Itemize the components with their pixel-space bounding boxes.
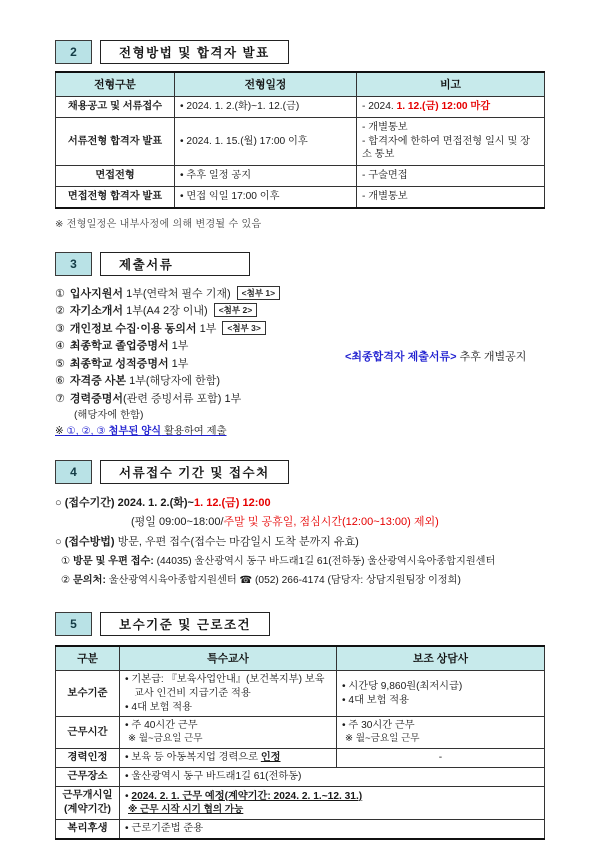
note-plain: - 2024. xyxy=(362,101,397,112)
start-date-emphasis: 2024. 2. 1. 근무 예정(계약기간: 2024. 2. 1.~12. 31.) xyxy=(131,790,363,802)
section-number: 3 xyxy=(70,256,77,271)
contact-line xyxy=(55,571,545,590)
list-item xyxy=(55,391,545,409)
reception-method-line xyxy=(55,532,545,552)
section2-title-box xyxy=(100,40,289,64)
doc-detail: 1부 xyxy=(168,357,189,370)
circle-bullet: ○ xyxy=(55,536,65,549)
table-row xyxy=(56,97,545,118)
cell-work-location: • 울산광역시 동구 바드래1길 61(전하동) xyxy=(120,768,545,787)
cell-welfare: • 근로기준법 준용 xyxy=(120,820,545,840)
table-row-welfare xyxy=(56,820,545,840)
cell-note: - 개별통보 xyxy=(357,186,545,207)
note-line: - 개별통보 xyxy=(362,121,408,133)
cell-start-date xyxy=(120,787,545,820)
career-text: • 보육 등 아동복지업 경력으로 xyxy=(125,752,261,764)
section3-header xyxy=(55,252,545,276)
list-item-continuation: (해당자에 한함) xyxy=(74,410,144,422)
attachment-tag: <첨부 2> xyxy=(214,303,257,317)
section-number: 4 xyxy=(70,465,77,480)
cell-note: - 구술면접 xyxy=(357,166,545,187)
reception-address-line xyxy=(55,552,545,571)
method-detail: 방문, 우편 접수(접수는 마감일시 도착 분까지 유효) xyxy=(114,536,359,549)
table-header-row xyxy=(56,72,545,97)
col-header-category: 전형구분 xyxy=(56,72,175,97)
doc-name: 입사지원서 xyxy=(69,287,124,300)
section-title: 보수기준 및 근로조건 xyxy=(119,618,252,633)
hours-line: • 주 40시간 근무 xyxy=(125,720,198,732)
period-label: (접수기간) xyxy=(64,497,115,510)
reception-period-detail xyxy=(55,513,545,532)
circled-number: ⑦ xyxy=(55,392,65,405)
table-header-row xyxy=(56,646,545,671)
note-numbers: ①, ②, ③ xyxy=(66,426,109,438)
list-item xyxy=(55,373,545,391)
list-item xyxy=(55,286,545,304)
list-item xyxy=(55,321,545,339)
list-item xyxy=(55,303,545,321)
compensation-conditions-table xyxy=(55,645,545,840)
col-header-schedule: 전형일정 xyxy=(175,72,357,97)
circled-number: ① xyxy=(55,287,65,300)
col-header-special-teacher: 특수교사 xyxy=(120,646,337,671)
document-list xyxy=(55,286,545,441)
section5-header xyxy=(55,612,545,636)
cell-note xyxy=(357,117,545,165)
section2-number-badge xyxy=(55,40,92,64)
negotiable-note: ※ 근무 시작 시기 협의 가능 xyxy=(128,803,244,815)
note-line: - 합격자에 한하여 면접전형 일시 및 장소 통보 xyxy=(362,135,530,161)
start-date-line xyxy=(125,790,539,804)
doc-detail: 1부 xyxy=(168,340,189,353)
table-row xyxy=(56,186,545,207)
attachment-tag: <첨부 3> xyxy=(222,321,265,335)
circled-number: ⑥ xyxy=(55,375,65,388)
pay-line: • 4대 보험 적용 xyxy=(342,694,409,706)
section5-title-box xyxy=(100,612,270,636)
attachment-tag: <첨부 1> xyxy=(237,286,280,300)
cell-teacher-pay xyxy=(120,671,337,717)
schedule-change-footnote: ※ 전형일정은 내부사정에 의해 변경될 수 있음 xyxy=(55,218,262,230)
section4-header xyxy=(55,460,545,484)
table-row xyxy=(56,117,545,165)
section-title: 제출서류 xyxy=(119,257,174,272)
pay-line: • 기본급: 『보육사업안내』(보건복지부) 보육교사 인건비 지급기준 적용 xyxy=(125,674,325,699)
row-label-line: (계약기간) xyxy=(63,804,112,816)
final-pass-documents-note xyxy=(345,348,526,364)
bullet: • xyxy=(125,790,132,802)
circled-number: ① xyxy=(61,556,73,568)
cell-category: 면접전형 xyxy=(56,166,175,187)
cell-category: 채용공고 및 서류접수 xyxy=(56,97,175,118)
cell-counselor-pay xyxy=(337,671,545,717)
table-row-hours xyxy=(56,717,545,749)
table-row-location xyxy=(56,768,545,787)
pay-line: • 4대 보험 적용 xyxy=(125,701,192,713)
side-note-highlight: <최종합격자 제출서류> xyxy=(345,350,457,363)
pay-line: • 시간당 9,860원(최저시급) xyxy=(342,680,463,692)
cell-schedule: • 추후 일정 공지 xyxy=(175,166,357,187)
attached-form-note xyxy=(55,423,545,440)
section5-number-badge xyxy=(55,612,92,636)
col-header-division: 구분 xyxy=(56,646,120,671)
doc-name: 최종학교 성적증명서 xyxy=(69,357,169,370)
cell-teacher-hours xyxy=(120,717,337,749)
start-date-note xyxy=(125,804,539,817)
row-label: 복리후생 xyxy=(56,820,120,840)
circled-number: ② xyxy=(55,305,65,318)
section-title: 서류접수 기간 및 접수처 xyxy=(119,466,270,481)
doc-detail: (관련 증빙서류 포함) 1부 xyxy=(123,392,242,405)
career-recognized-emphasis: 인정 xyxy=(260,752,281,764)
address-label: 방문 및 우편 접수: xyxy=(72,556,154,568)
note-deadline-red: 1. 12.(금) 12:00 마감 xyxy=(396,101,491,112)
hours-note: ※ 월~금요일 근무 xyxy=(128,733,203,745)
section2-header xyxy=(55,40,545,64)
section-number: 5 xyxy=(70,617,77,632)
method-label: (접수방법) xyxy=(64,536,115,549)
cell-note xyxy=(357,97,545,118)
row-label: 근무시간 xyxy=(56,717,120,749)
row-label: 경력인정 xyxy=(56,749,120,768)
note-mark: ※ xyxy=(55,426,67,438)
selection-schedule-table xyxy=(55,71,545,209)
row-label-line: 근무개시일 xyxy=(62,790,113,802)
note-rest: 활용하여 제출 xyxy=(161,426,227,438)
col-header-assistant-counselor: 보조 상담사 xyxy=(337,646,545,671)
period-dates: 2024. 1. 2.(화)~ xyxy=(114,497,194,510)
contact-value: 울산광역시육아종합지원센터 ☎ (052) 266-4174 (담당자: 상담지원팀장 이정희) xyxy=(105,575,461,587)
cell-category: 서류전형 합격자 발표 xyxy=(56,117,175,165)
doc-name: 경력증명서 xyxy=(69,392,124,405)
circled-number: ⑤ xyxy=(55,357,65,370)
doc-name: 자기소개서 xyxy=(69,305,124,318)
row-label xyxy=(56,787,120,820)
circled-number: ③ xyxy=(55,322,65,335)
note-form-emphasis: 첨부된 양식 xyxy=(108,426,162,438)
cell-counselor-hours xyxy=(337,717,545,749)
period-deadline-red: 1. 12.(금) 12:00 xyxy=(193,497,271,510)
doc-name: 자격증 사본 xyxy=(69,375,127,388)
section4-title-box xyxy=(100,460,289,484)
period-hours: (평일 09:00~18:00/ xyxy=(131,516,224,529)
circle-bullet: ○ xyxy=(55,497,65,510)
hours-note: ※ 월~금요일 근무 xyxy=(345,733,420,745)
reception-period-line xyxy=(55,493,545,513)
table-row-career xyxy=(56,749,545,768)
circled-number: ② xyxy=(61,575,73,587)
doc-detail: 1부(A4 2장 이내) xyxy=(123,305,208,318)
contact-label: 문의처: xyxy=(72,575,106,587)
cell-schedule: • 면접 익일 17:00 이후 xyxy=(175,186,357,207)
doc-name: 최종학교 졸업증명서 xyxy=(69,340,169,353)
period-exclusions-red: 주말 및 공휴일, 점심시간(12:00~13:00) 제외) xyxy=(223,516,439,529)
row-label: 보수기준 xyxy=(56,671,120,717)
section-number: 2 xyxy=(70,45,77,59)
address-value: (44035) 울산광역시 동구 바드래1길 61(전하동) 울산광역시육아종합지원센터 xyxy=(153,556,496,568)
circled-number: ④ xyxy=(55,340,65,353)
reception-info xyxy=(55,493,545,590)
table-row xyxy=(56,166,545,187)
hours-line: • 주 30시간 근무 xyxy=(342,720,415,732)
cell-schedule: • 2024. 1. 15.(월) 17:00 이후 xyxy=(175,117,357,165)
section-title: 전형방법 및 합격자 발표 xyxy=(119,46,270,60)
table-row-start-date xyxy=(56,787,545,820)
cell-category: 면접전형 합격자 발표 xyxy=(56,186,175,207)
cell-career-counselor: - xyxy=(337,749,545,768)
cell-career-recognition xyxy=(120,749,337,768)
doc-detail: 1부(해당자에 한함) xyxy=(126,375,221,388)
section4-number-badge xyxy=(55,460,92,484)
row-label: 근무장소 xyxy=(56,768,120,787)
cell-schedule: • 2024. 1. 2.(화)~1. 12.(금) xyxy=(175,97,357,118)
doc-detail: 1부(연락처 필수 기재) xyxy=(123,287,231,300)
doc-name: 개인정보 수집·이용 동의서 xyxy=(69,322,197,335)
section3-title-box xyxy=(100,252,250,276)
section3-number-badge xyxy=(55,252,92,276)
side-note-rest: 추후 개별공지 xyxy=(456,350,527,363)
table-row-pay xyxy=(56,671,545,717)
col-header-note: 비고 xyxy=(357,72,545,97)
doc-detail: 1부 xyxy=(196,322,217,335)
